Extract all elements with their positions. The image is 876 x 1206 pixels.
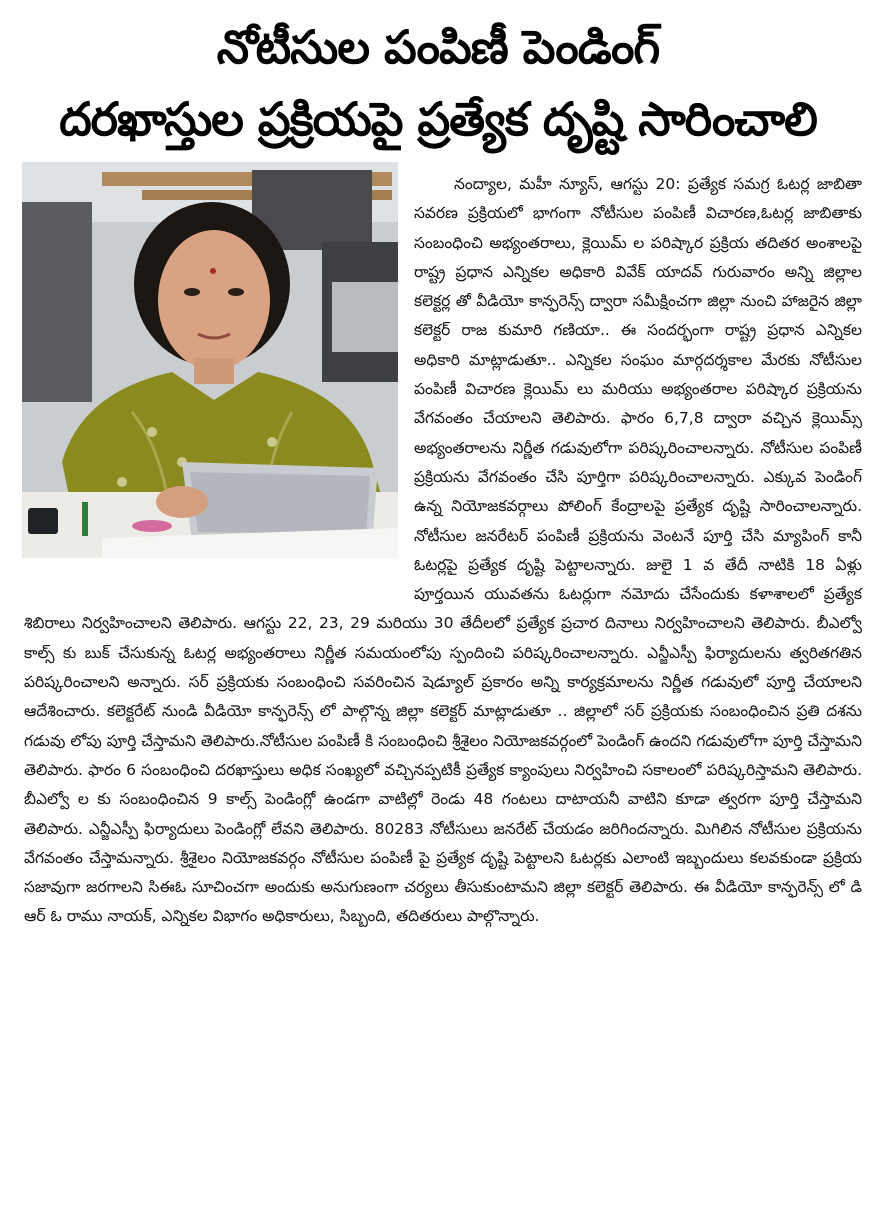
article-body [24,170,862,932]
headline-line-2: దరఖాస్తుల ప్రక్రియపై ప్రత్యేక దృష్టి సారించాలి [59,92,817,146]
photo-float-space [24,170,414,582]
article-paragraph: నంద్యాల, మహీ న్యూస్, ఆగస్టు 20: ప్రత్యేక సమగ్ర ఓటర్ల జాబితా సవరణ ప్రక్రియలో భాగంగా నోటీసుల పంపిణీ విచారణ,ఓటర్ల జాబితాకు సంబంధించి అభ్యంతరాలు, క్లెయిమ్ ల పరిష్కార ప్రక్రియ తదితర అంశాలపై రాష్ట్ర ప్రధాన ఎన్నికల అధికారి వివేక్ యాదవ్ గురువారం అన్ని జిల్లాల కలెక్టర్ల తో వీడియో కాన్ఫరెన్స్ ద్వారా సమీక్షించగా జిల్లా నుంచి హాజరైన జిల్లా కలెక్టర్ రాజ కుమారి గణియా.. ఈ సందర్భంగా రాష్ట్ర ప్రధాన ఎన్నికల అధికారి మాట్లాడుతూ.. ఎన్నికల సంఘం మార్గదర్శకాల మేరకు నోటీసుల పంపిణీ విచారణ క్లెయిమ్ లు మరియు అభ్యంతరాల పరిష్కార ప్రక్రియను వేగవంతం చేయాలని తెలిపారు. ఫారం 6,7,8 ద్వారా వచ్చిన క్లెయిమ్స్ అభ్యంతరాలను నిర్ణీత గడువులోగా పరిష్కరించాలన్నారు. నోటీసుల పంపిణీ ప్రక్రియను వేగవంతం చేసి పూర్తిగా పరిష్కరించాలన్నారు. ఎక్కువ పెండింగ్ ఉన్న నియోజకవర్గాలు పోలింగ్ కేంద్రాలపై ప్రత్యేక దృష్టి సారించాలన్నారు. నోటీసుల జనరేటర్ పంపిణీ ప్రక్రియను వెంటనే పూర్తి చేసి మ్యాపింగ్ కానీ ఓటర్లపై ప్రత్యేక దృష్టి పెట్టాలన్నారు. జులై 1 వ తేదీ నాటికి 18 ఏళ్లు పూర్తయిన యువతను ఓటర్లుగా నమోదు చేసేందుకు కళాశాలలో ప్రత్యేక శిబిరాలు నిర్వహించాలని తెలిపారు. ఆగస్టు 22, 23, 29 మరియు 30 తేదీలలో ప్రత్యేక ప్రచార దినాలు నిర్వహించాలని తెలిపారు. బీఎల్వో కాల్స్ కు బుక్ చేసుకున్న ఓటర్ల అభ్యంతరాలు నిర్ణీత సమయంలోపు స్పందించి పరిష్కరించాలన్నారు. ఎన్జీఎస్పీ ఫిర్యాదులను త్వరితగతిన పరిష్కరించాలని అన్నారు. సర్ ప్రక్రియకు సంబంధించి సవరించిన షెడ్యూల్ ప్రకారం అన్ని కార్యక్రమాలను నిర్ణీత గడువులో పూర్తి చేయాలని ఆదేశించారు. కలెక్టరేట్ నుండి వీడియో కాన్ఫరెన్స్ లో పాల్గొన్న జిల్లా కలెక్టర్ మాట్లాడుతూ .. జిల్లాలో సర్ ప్రక్రియకు సంబంధించిన ప్రతి దశను గడువు లోపు పూర్తి చేస్తామని తెలిపారు.నోటీసుల పంపిణీ కి సంబంధించి శ్రీశైలం నియోజకవర్గంలో పెండింగ్ ఉందని గడువులోగా పూర్తి చేస్తామని తెలిపారు. ఫారం 6 సంబంధించి దరఖాస్తులు అధిక సంఖ్యలో వచ్చినప్పటికీ ప్రత్యేక క్యాంపులు నిర్వహించి సకాలంలో పరిష్కరిస్తామని తెలిపారు. బీఎల్వో ల కు సంబంధించిన 9 కాల్స్ పెండింగ్లో ఉండగా వాటిల్లో రెండు 48 గంటలు దాటాయనీ వాటిని కూడా త్వరగా పూర్తి చేస్తామని తెలిపారు. ఎన్జీఎస్పీ ఫిర్యాదులు పెండింగ్లో లేవని తెలిపారు. 80283 నోటీసులు జనరేట్ చేయడం జరిగిందన్నారు. మిగిలిన నోటీసుల ప్రక్రియను వేగవంతం చేస్తామన్నారు. శ్రీశైలం నియోజకవర్గం నోటీసుల పంపిణీ పై ప్రత్యేక దృష్టి పెట్టాలని ఓటర్లకు ఎలాంటి ఇబ్బందులు కలవకుండా ప్రక్రియ సజావుగా జరగాలని సిఈఓ సూచించగా అందుకు అనుగుణంగా చర్యలు తీసుకుంటామని జిల్లా కలెక్టర్ తెలిపారు. ఈ వీడియో కాన్ఫరెన్స్ లో డి ఆర్ ఓ రాము నాయక్, ఎన్నికల విభాగం అధికారులు, సిబ్బంది, తదితరులు పాల్గొన్నారు. [24,175,862,926]
headline-line-1: నోటీసుల పంపిణీ పెండింగ్ [216,20,660,74]
